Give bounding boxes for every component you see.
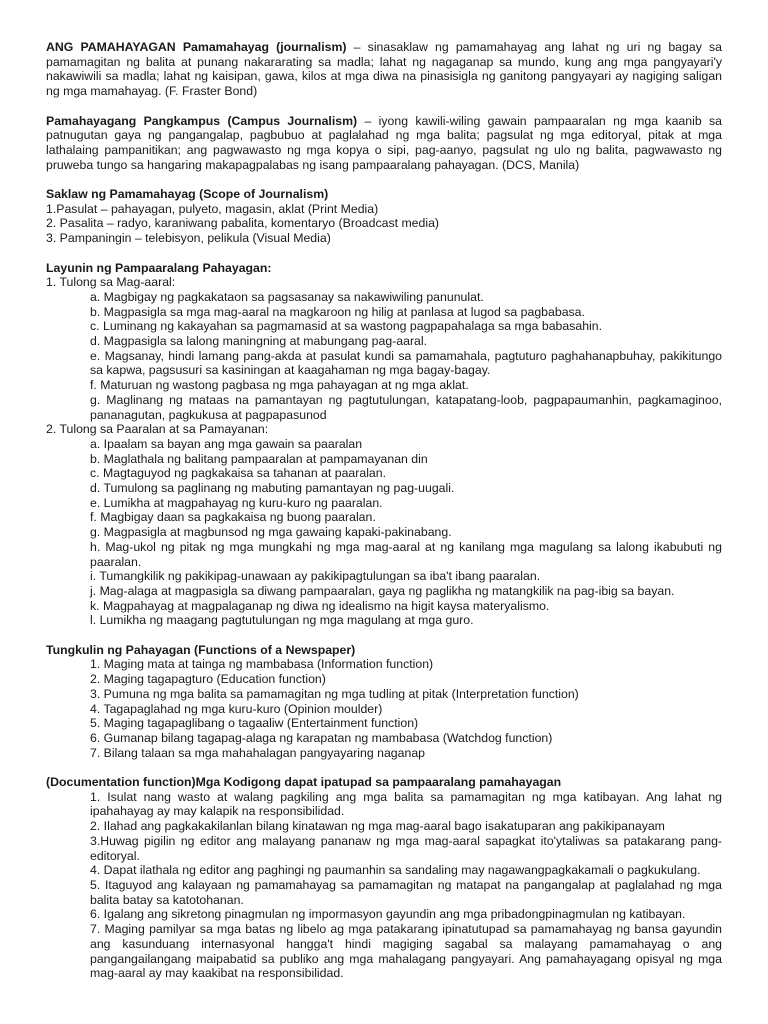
list-item: 1. Isulat nang wasto at walang pagkiling ang mga balita sa pamamagitan ng mga katibayan. Ang lahat ng ipahahayag ay may kalapik na responsibilidad.	[90, 789, 722, 819]
list-item: f. Maturuan ng wastong pagbasa ng mga pahayagan at ng mga aklat.	[90, 378, 469, 393]
campus-journalism-paragraph	[46, 114, 722, 173]
list-item: c. Luminang ng kakayahan sa pagmamasid at sa wastong pagpapahalaga sa mga babasahin.	[90, 319, 603, 334]
list-item: 4. Tagapaglahad ng mga kuru-kuro (Opinion moulder)	[90, 701, 383, 716]
list-item: h. Mag-ukol ng pitak ng mga mungkahi ng mga mag-aaral at ng kanilang mga magulang sa lalong ikabubuti ng paaralan.	[90, 539, 722, 569]
list-item: g. Magpasigla at magbunsod ng mga gawaing kapaki-pakinabang.	[90, 525, 452, 540]
list-item: d. Tumulong sa paglinang ng mabuting pamantayan ng pag-uugali.	[90, 481, 455, 496]
intro-body: – sinasaklaw ng pamamahayag ang lahat ng uri ng bagay sa pamamagitan ng balita at punang nakararating sa madla; lahat ng nagaganap sa mundo, kung ang mga pangyayari'y nakawiwili sa madla; lahat ng kaisipan, gawa, kilos at mga diwa na pinasisigla ng ganitong pangyayari ay nagiging saligan ng mga mamahayag. (F. Fraster Bond)	[46, 40, 722, 99]
campus-body: – iyong kawili-wiling gawain pampaaralan ng mga kaanib sa patnugutan gaya ng pangangalap, pagbubuo at paglalahad ng mga balita; pagsulat ng mga editoryal, pitak at mga lathalaing pampanitikan; ang pagwawasto ng mga kopya o sipi, pag-aanyo, pagsulat ng ulo ng balita, pagwawasto ng pruweba tungo sa hangaring makapagpalabas ng isang pampaaralang pahayagan. (DCS, Manila)	[46, 113, 722, 172]
list-item: 6. Gumanap bilang tagapag-alaga ng karapatan ng mambabasa (Watchdog function)	[90, 730, 553, 745]
list-item: l. Lumikha ng maagang pagtutulungan ng mga magulang at mga guro.	[90, 613, 474, 628]
objectives-group2-title: 2. Tulong sa Paaralan at sa Pamayanan:	[46, 422, 269, 437]
list-item: 5. Itaguyod ang kalayaan ng pamamahayag sa pamamagitan ng matapat na pangangalap at paglalahad ng mga balita batay sa katotohanan.	[90, 878, 722, 907]
list-item: 1. Maging mata at tainga ng mambabasa (Information function)	[90, 657, 434, 672]
objectives-group1-title: 1. Tulong sa Mag-aaral:	[46, 275, 176, 290]
intro-lead: ANG PAMAHAYAGAN Pamamahayag (journalism)	[46, 40, 347, 54]
codes-heading: (Documentation function)Mga Kodigong dapat ipatupad sa pampaaralang pamahayagan	[46, 775, 562, 790]
scope-item: 1.Pasulat – pahayagan, pulyeto, magasin, aklat (Print Media)	[46, 201, 379, 216]
objectives-heading: Layunin ng Pampaaralang Pahayagan:	[46, 260, 272, 275]
list-item: 3. Pumuna ng mga balita sa pamamagitan ng mga tudling at pitak (Interpretation function)	[90, 686, 579, 701]
scope-item: 3. Pampaningin – telebisyon, pelikula (Visual Media)	[46, 231, 331, 246]
list-item: 3.Huwag pigilin ng editor ang malayang pananaw ng mga mag-aaral sapagkat ito'ytaliwas sa patakarang pang-editoryal.	[90, 833, 722, 863]
list-item: k. Magpahayag at magpalaganap ng diwa ng idealismo na higit kaysa materyalismo.	[90, 598, 550, 613]
list-item: e. Lumikha at magpahayag ng kuru-kuro ng paaralan.	[90, 495, 383, 510]
list-item: g. Maglinang ng mataas na pamantayan ng pagtutulungan, katapatang-loob, pagpapaumanhin, pagkamaginoo, pananagutan, pagkukusa at pagpapasunod	[90, 392, 722, 422]
list-item: 7. Maging pamilyar sa mga batas ng libelo ag mga patakarang ipinatutupad sa pamamahayag ng bansa gayundin ang kasunduang internasyonal hangga't hindi magiging sagabal sa malayang pamamahayag o ang pangangailangang maipabatid sa publiko ang mga mahalagang pangyayari. Ang pamahayagang opisyal ng mga mag-aaral ay may kaakibat na responsibilidad.	[90, 922, 722, 981]
scope-heading: Saklaw ng Pamamahayag (Scope of Journalism)	[46, 187, 329, 201]
list-item: b. Maglathala ng balitang pampaaralan at pampamayanan din	[90, 451, 428, 466]
campus-lead: Pamahayagang Pangkampus (Campus Journalism)	[46, 113, 358, 128]
list-item: i. Tumangkilik ng pakikipag-unawaan ay pakikipagtulungan sa iba't ibang paaralan.	[90, 569, 541, 584]
functions-heading: Tungkulin ng Pahayagan (Functions of a Newspaper)	[46, 642, 356, 657]
list-item: 4. Dapat ilathala ng editor ang paghingi ng paumanhin sa sandaling may nagawangpagkakamali o pagkukulang.	[90, 863, 701, 878]
list-item: 2. Ilahad ang pagkakakilanlan bilang kinatawan ng mga mag-aaral bago isakatuparan ang pakikipanayam	[90, 819, 665, 834]
list-item: j. Mag-alaga at magpasigla sa diwang pampaaralan, gaya ng paglikha ng matangkilik na pag-ibig sa bayan.	[90, 583, 675, 598]
list-item: c. Magtaguyod ng pagkakaisa sa tahanan at paaralan.	[90, 466, 387, 481]
scope-item: 2. Pasalita – radyo, karaniwang pabalita, komentaryo (Broadcast media)	[46, 216, 440, 231]
list-item: e. Magsanay, hindi lamang pang-akda at pasulat kundi sa pamamahala, pagtuturo paghahanapbuhay, pakikitungo sa kapwa, pagsusuri sa kasiningan at kaagahaman ng mga bagay-bagay.	[90, 348, 722, 378]
list-item: a. Ipaalam sa bayan ang mga gawain sa paaralan	[90, 436, 363, 451]
list-item: d. Magpasigla sa lalong maningning at mabungang pag-aaral.	[90, 334, 428, 349]
list-item: a. Magbigay ng pagkakataon sa pagsasanay sa nakawiwiling panunulat.	[90, 289, 484, 304]
list-item: 7. Bilang talaan sa mga mahahalagan pangyayaring naganap	[90, 745, 426, 760]
list-item: f. Magbigay daan sa pagkakaisa ng buong paaralan.	[90, 510, 376, 525]
list-item: 5. Maging tagapaglibang o tagaaliw (Entertainment function)	[90, 716, 419, 731]
list-item: 6. Igalang ang sikretong pinagmulan ng impormasyon gayundin ang mga pribadongpinagmulan ng katibayan.	[90, 907, 686, 922]
intro-paragraph-journalism	[46, 40, 722, 99]
list-item: b. Magpasigla sa mga mag-aaral na magkaroon ng hilig at panlasa at lugod sa pagbabasa.	[90, 304, 585, 319]
list-item: 2. Maging tagapagturo (Education function)	[90, 672, 326, 687]
